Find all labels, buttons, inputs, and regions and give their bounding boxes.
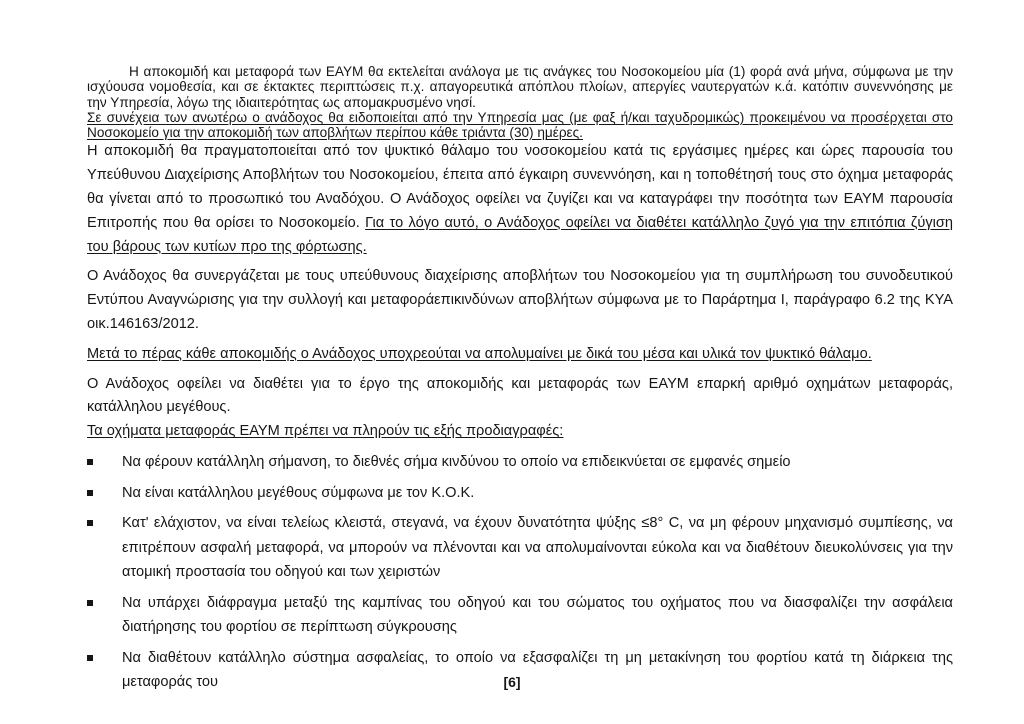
bullet-icon [87, 600, 93, 606]
paragraph-vehicle-count: Ο Ανάδοχος οφείλει να διαθέτει για το έργο της αποκομιδής και μεταφοράς των ΕΑΥΜ επαρκή αριθμό οχημάτων μεταφοράς, κατάλληλου μεγέθους. [87, 375, 953, 416]
collection-procedure-text: Η αποκομιδή θα πραγματοποιείται από τον ψυκτικό θάλαμο του νοσοκομείου κατά τις εργάσιμες ημέρες και ώρες παρουσία του Υπεύθυνου Διαχείρισης Αποβλήτων του Νοσοκομείου, έπειτα από έγκαιρη συνεννόηση, και η τοποθέτησή τους στο όχημα μεταφοράς θα γίνεται από το προσωπικό του Αναδόχου. Ο Ανάδοχος οφείλει να ζυγίζει και να καταγράφει την ποσότητα των ΕΑΥΜ παρουσία Επιτροπής που θα ορίσει το Νοσοκομείο. [87, 143, 953, 231]
paragraph-disinfection: Μετά το πέρας κάθε αποκομιδής ο Ανάδοχος υποχρεούται να απολυμαίνει με δικά του μέσα και υλικά τον ψυκτικό θάλαμο. [87, 345, 872, 362]
vehicle-specifications-list [87, 450, 953, 695]
list-item-text: Να υπάρχει διάφραγμα μεταξύ της καμπίνας του οδηγού και του σώματος του οχήματος που να διασφαλίζει την ασφάλεια διατήρησης του φορτίου σε περίπτωση σύγκρουσης [122, 594, 953, 636]
paragraph-notification: Σε συνέχεια των ανωτέρω ο ανάδοχος θα ειδοποιείται από την Υπηρεσία μας (με φαξ ή/και ταχυδρομικώς) προκειμένου να προσέρχεται στο Νοσοκομείο για την αποκομιδή των αποβλήτων περίπου κάθε τριάντα (30) ημέρες. [87, 109, 953, 141]
specifications-heading: Τα οχήματα μεταφοράς ΕΑΥΜ πρέπει να πληρούν τις εξής προδιαγραφές: [87, 423, 564, 440]
bullet-icon [87, 459, 93, 465]
list-item [87, 511, 953, 585]
paragraph-collection-procedure [87, 140, 953, 259]
list-item-text: Να διαθέτουν κατάλληλο σύστημα ασφαλείας, το οποίο να εξασφαλίζει τη μη μετακίνηση του φορτίου κατά τη διάρκεια της μεταφοράς του [122, 649, 953, 691]
list-item-text: Να είναι κατάλληλου μεγέθους σύμφωνα με τον Κ.Ο.Κ. [122, 484, 475, 501]
list-item [87, 481, 953, 506]
bullet-icon [87, 655, 93, 661]
list-item [87, 591, 953, 640]
list-item-text: Κατ' ελάχιστον, να είναι τελείως κλειστά, στεγανά, να έχουν δυνατότητα ψύξης ≤8° C, να μη φέρουν μηχανισμό συμπίεσης, να επιτρέπουν ασφαλή μεταφορά, να μπορούν να πλένονται και να απολυμαίνονται εύκολα και να διαθέτουν διευκολύνσεις για την ατομική προστασία του οδηγού και των χειριστών [122, 515, 953, 581]
list-item-text: Να φέρουν κατάλληλη σήμανση, το διεθνές σήμα κινδύνου το οποίο να επιδεικνύεται σε εμφανές σημείο [122, 454, 791, 471]
paragraph-identification-form: Ο Ανάδοχος θα συνεργάζεται με τους υπεύθυνους διαχείρισης αποβλήτων του Νοσοκομείου για τη συμπλήρωση του συνοδευτικού Εντύπου Αναγνώρισης για την συλλογή και μεταφοράεπικινδύνων αποβλήτων σύμφωνα με το Παράρτημα Ι, παράγραφο 6.2 της ΚΥΑ οικ.146163/2012. [87, 268, 953, 333]
document-page [87, 64, 953, 695]
bullet-icon [87, 520, 93, 526]
weighing-requirement-text: Για το λόγο αυτό, ο Ανάδοχος οφείλει να διαθέτει κατάλληλο ζυγό για την επιτόπια ζύγιση του βάρους των κυτίων προ της φόρτωσης. [87, 214, 953, 255]
page-number: [6] [503, 674, 521, 690]
bullet-icon [87, 490, 93, 496]
paragraph-transport-frequency: Η αποκομιδή και μεταφορά των ΕΑΥΜ θα εκτελείται ανάλογα με τις ανάγκες του Νοσοκομείου μία (1) φορά ανά μήνα, σύμφωνα με την ισχύουσα νομοθεσία, και σε έκτακτες περιπτώσεις π.χ. απαγορευτικά απόπλου πλοίων, απεργίες ναυτεργατών κ.ά. κατόπιν συνεννόησης με την Υπηρεσία, λόγω της ιδιαιτερότητας ως απομακρυσμένο νησί. [87, 64, 953, 110]
list-item [87, 450, 953, 475]
